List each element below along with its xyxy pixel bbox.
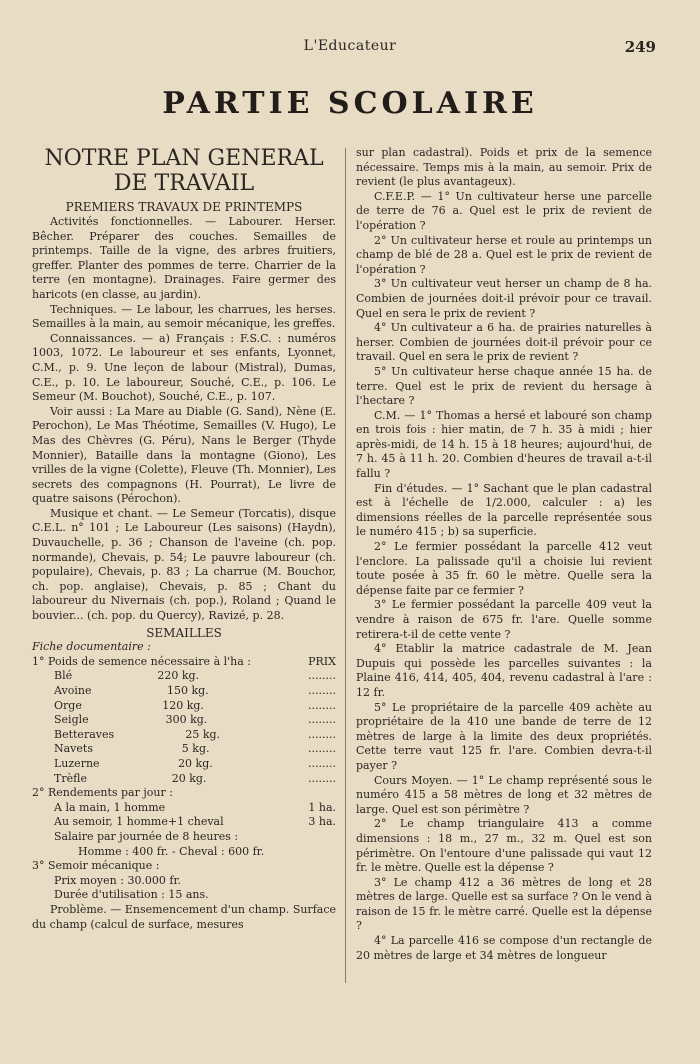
exercise-paragraph: 5° Un cultivateur herse chaque année 15 ha. de terre. Quel est le prix de revient du hersage à l'hectare ? (356, 364, 652, 408)
probleme-paragraph: Problème. — Ensemencement d'un champ. Surface du champ (calcul de surface, mesures (32, 902, 336, 931)
rendement-value: 3 ha. (308, 815, 336, 829)
rendement-row (32, 815, 336, 830)
article-title-line-2: DE TRAVAIL (113, 171, 255, 196)
exercise-paragraph: 2° Un cultivateur herse et roule au printemps un champ de blé de 28 a. Quel est le prix de revient de l'opération ? (356, 233, 652, 276)
right-column (356, 146, 652, 963)
seed-name: Orge (54, 698, 82, 712)
seed-weight: 20 kg. (178, 756, 213, 770)
rendement-label: Au semoir, 1 homme+1 cheval (54, 815, 224, 829)
exercise-paragraph: 4° La parcelle 416 se compose d'un rectangle de 20 mètres de large et 34 mètres de longueur (356, 934, 652, 962)
semoir-question: 3° Semoir mécanique : (32, 859, 160, 873)
exercise-paragraph: 3° Un cultivateur veut herser un champ de 8 ha. Combien de journées doit-il prévoir pour ce travail. Quel en sera le prix de revient ? (356, 277, 652, 320)
salaire-line: Salaire par journée de 8 heures : (54, 829, 239, 843)
seed-row (32, 699, 336, 714)
seed-name: Navets (54, 742, 93, 756)
seed-weight: 25 kg. (185, 727, 221, 741)
seed-list (32, 669, 336, 786)
rendement-label: A la main, 1 homme (54, 800, 166, 814)
seed-name: Blé (54, 669, 73, 683)
price-header: PRIX (308, 654, 336, 668)
seed-row (32, 669, 336, 684)
seed-price-blank: ........ (308, 727, 336, 741)
exercise-paragraph: 3° Le champ 412 a 36 mètres de long et 28 mètres de large. Quelle est sa surface ? On le vend à raison de 15 fr. le mètre carré. Quelle est la dépense ? (356, 875, 652, 933)
exercise-paragraph: sur plan cadastral). Poids et prix de la semence nécessaire. Temps mis à la main, au semoir. Prix de revient (le plus avantageux). (356, 146, 652, 189)
running-header (0, 38, 700, 60)
journal-title: L'Educateur (303, 38, 397, 54)
seed-weight: 220 kg. (157, 669, 200, 683)
seed-name: Trèfle (54, 771, 87, 785)
exercise-paragraph: 5° Le propriétaire de la parcelle 409 achète au propriétaire de la 410 une bande de terre de 12 mètres de large à la limite des deux propriétés. Cette terre vaut 125 fr. l'are. Combien devra-t-il payer ? (356, 700, 652, 772)
seed-weight: 150 kg. (167, 684, 209, 697)
seed-weight: 300 kg. (165, 713, 208, 727)
rendement-value: 1 ha. (308, 800, 336, 814)
page-number: 249 (624, 38, 656, 56)
semailles-heading: SEMAILLES (146, 625, 222, 640)
seed-weight: 20 kg. (171, 771, 207, 785)
prix-moyen: Prix moyen : 30.000 fr. (54, 873, 182, 887)
seed-weight: 5 kg. (181, 742, 210, 756)
exercise-paragraph: 4° Etablir la matrice cadastrale de M. Jean Dupuis qui possède les parcelles suivantes : la Plaine 416, 414, 405, 404, revenu cadastral à l'are : 12 fr. (356, 642, 652, 699)
seed-name: Seigle (54, 713, 89, 727)
seed-question: 1° Poids de semence nécessaire à l'ha : (32, 654, 252, 668)
connaissances-paragraph: Connaissances. — a) Français : F.S.C. : numéros 1003, 1072. Le laboureur et ses enfants, Lyonnet, C.M., p. 9. Une leçon de labour (Mistral), Dumas, C.E., p. 10. Le laboureur, Souché, C.E., p. 106. Le Semeur (M. Bouchot), Souché, C.E., p. 107. (32, 331, 336, 404)
seed-name: Luzerne (54, 756, 100, 770)
exercise-paragraph: 4° Un cultivateur a 6 ha. de prairies naturelles à herser. Combien de journées doit-il prévoir pour ce travail. Quel en sera le prix de revient ? (356, 321, 652, 364)
exercise-paragraph: C.F.E.P. — 1° Un cultivateur herse une parcelle de terre de 76 a. Quel est le prix de revient de l'opération ? (356, 189, 652, 232)
seed-price-blank: ........ (308, 742, 336, 756)
seed-name: Betteraves (54, 727, 115, 741)
seed-price-blank: ........ (308, 698, 336, 712)
rendement-row (32, 801, 336, 816)
exercise-paragraph: 2° Le fermier possédant la parcelle 412 veut l'enclore. La palissade qu'il a choisie lui revient toute posée à 35 fr. 60 le mètre. Quelle sera la dépense faite par ce fermier ? (356, 540, 652, 597)
seed-name: Avoine (54, 684, 92, 697)
seed-row (32, 684, 336, 699)
exercise-paragraph: C.M. — 1° Thomas a hersé et labouré son champ en trois fois : hier matin, de 7 h. 35 à midi ; hier après-midi, de 14 h. 15 à 18 heures; aujourd'hui, de 7 h. 45 à 11 h. 20. Combien d'heures de travail a-t-il fallu ? (356, 408, 652, 481)
seed-price-blank: ........ (308, 713, 336, 727)
musique-paragraph: Musique et chant. — Le Semeur (Torcatis), disque C.E.L. n° 101 ; Le Laboureur (Les saisons) (Haydn), Duvauchelle, p. 36 ; Chanson de l'aveine (ch. pop. normande), Chevais, p. 54; Le pauvre laboureur (ch. populaire), Chevais, p. 83 ; La charrue (M. Bouchor, ch. pop. anglaise), Chevais, p. 85 ; Chant du laboureur du Nivernais (ch. pop.), Roland ; Quand le bouvier... (ch. pop. du Quercy), Ravizé, p. 28. (32, 506, 336, 623)
techniques-paragraph: Techniques. — Le labour, les charrues, les herses. Semailles à la main, au semoir mécanique, les greffes. (32, 302, 336, 331)
salaire-detail: Homme : 400 fr. - Cheval : 600 fr. (78, 844, 265, 858)
rendement-question: 2° Rendements par jour : (32, 786, 173, 800)
article-subtitle: PREMIERS TRAVAUX DE PRINTEMPS (65, 200, 303, 214)
seed-row (32, 728, 336, 743)
exercise-paragraph: Cours Moyen. — 1° Le champ représenté sous le numéro 415 a 58 mètres de long et 32 mètres de large. Quel est son périmètre ? (356, 773, 652, 816)
exercise-paragraph: Fin d'études. — 1° Sachant que le plan cadastral est à l'échelle de 1/2.000, calculer : a) les dimensions réelles de la parcelle représentée sous le numéro 415 ; b) sa superficie. (356, 481, 652, 539)
seed-price-blank: ........ (308, 684, 336, 697)
exercise-paragraph: 2° Le champ triangulaire 413 a comme dimensions : 18 m., 27 m., 32 m. Quel est son périmètre. On l'entoure d'une palissade qui vaut 12 fr. le mètre. Quelle est la dépense ? (356, 817, 652, 875)
section-title: PARTIE SCOLAIRE (162, 86, 538, 121)
voir-aussi-paragraph: Voir aussi : La Mare au Diable (G. Sand), Nène (E. Perochon), Le Mas Théotime, Semailles (V. Hugo), Le Mas des Chèvres (G. Péru), Nans le Berger (Thyde Monnier), Bataille dans la montagne (Giono), Les vrilles de la vigne (Colette), Fleuve (Th. Monnier), Les secrets des compagnons (H. Pourrat), Le livre de quatre saisons (Pérochon). (32, 404, 336, 506)
duree-utilisation: Durée d'utilisation : 15 ans. (54, 888, 209, 902)
activites-paragraph: Activités fonctionnelles. — Labourer. Herser. Bêcher. Préparer des couches. Semailles de printemps. Taille de la vigne, des arbres fruitiers, greffer. Planter des pommes de terre. Charrier de la terre (en montagne). Drainages. Faire germer des haricots (en classe, au jardin). (32, 215, 336, 301)
exercise-list (356, 146, 652, 963)
seed-price-blank: ........ (308, 669, 336, 683)
article-title-line-1: NOTRE PLAN GENERAL (44, 146, 324, 171)
seed-row (32, 742, 336, 757)
seed-row (32, 757, 336, 772)
column-rule (345, 148, 346, 983)
seed-row (32, 772, 336, 787)
seed-weight: 120 kg. (162, 698, 204, 712)
seed-row (32, 713, 336, 728)
left-column (32, 146, 336, 932)
seed-price-blank: ........ (308, 756, 336, 770)
seed-header-row (32, 655, 336, 670)
fiche-label: Fiche documentaire : (32, 640, 151, 654)
seed-price-blank: ........ (308, 771, 336, 785)
exercise-paragraph: 3° Le fermier possédant la parcelle 409 veut la vendre à raison de 675 fr. l'are. Quelle somme retirera-t-il de cette vente ? (356, 598, 652, 641)
